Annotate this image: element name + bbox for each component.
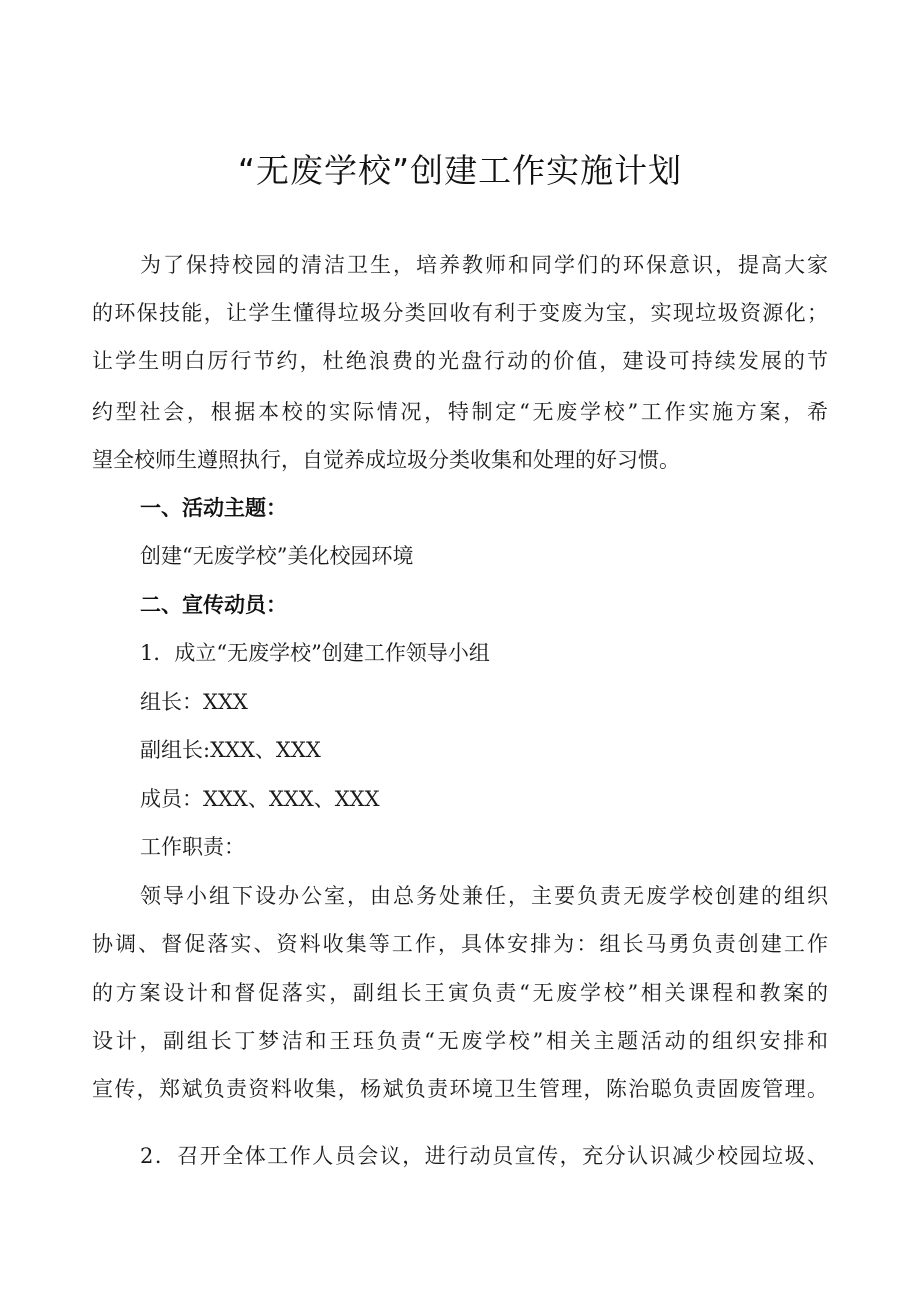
section-heading-publicity: 二、宣传动员： xyxy=(140,593,287,617)
vice-leader-line: 副组长:XXX、XXX xyxy=(140,738,321,762)
list-item-2: 2．召开全体工作人员会议，进行动员宣传，充分认识减少校园垃圾、 xyxy=(140,1144,828,1168)
intro-line: 的环保技能，让学生懂得垃圾分类回收有利于变废为宝，实现垃圾资源化； xyxy=(92,301,828,325)
intro-line: 为了保持校园的清洁卫生，培养教师和同学们的环保意识，提高大家 xyxy=(140,253,828,277)
duties-line: 宣传，郑斌负责资料收集，杨斌负责环境卫生管理，陈治聪负责固废管理。 xyxy=(92,1077,828,1101)
section-heading-theme: 一、活动主题： xyxy=(140,496,287,520)
duties-line: 的方案设计和督促落实，副组长王寅负责“无废学校”相关课程和教案的 xyxy=(92,981,828,1005)
duties-line: 领导小组下设办公室，由总务处兼任，主要负责无废学校创建的组织 xyxy=(140,884,828,908)
intro-line: 约型社会，根据本校的实际情况，特制定“无废学校”工作实施方案，希 xyxy=(92,400,828,424)
section-theme-body: 创建“无废学校”美化校园环境 xyxy=(140,544,414,568)
duties-label: 工作职责： xyxy=(140,835,245,859)
duties-line: 设计，副组长丁梦洁和王珏负责“无废学校”相关主题活动的组织安排和 xyxy=(92,1029,828,1053)
intro-line: 让学生明白厉行节约，杜绝浪费的光盘行动的价值，建设可持续发展的节 xyxy=(92,349,828,373)
document-title: “无废学校”创建工作实施计划 xyxy=(237,151,683,190)
list-item-1: 1．成立“无废学校”创建工作领导小组 xyxy=(140,641,490,665)
leader-line: 组长：XXX xyxy=(140,690,248,714)
intro-line: 望全校师生遵照执行，自觉养成垃圾分类收集和处理的好习惯。 xyxy=(92,448,680,472)
duties-line: 协调、督促落实、资料收集等工作，具体安排为：组长马勇负责创建工作 xyxy=(92,932,828,956)
members-line: 成员：XXX、XXX、XXX xyxy=(140,787,380,811)
